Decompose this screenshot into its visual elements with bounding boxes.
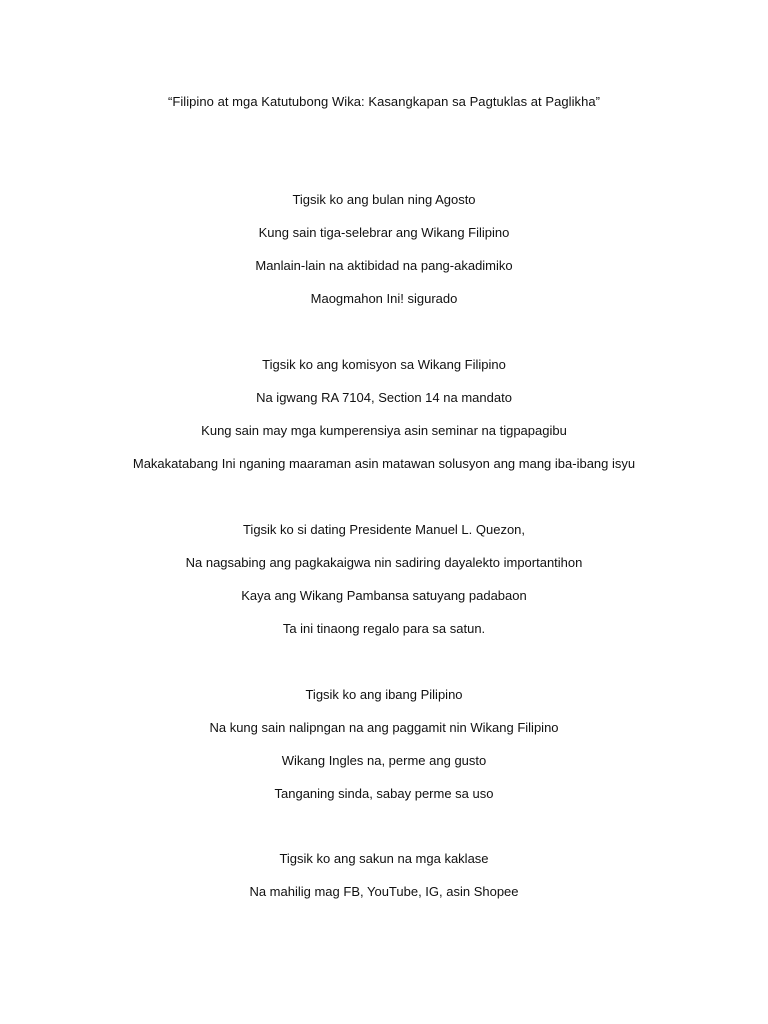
poem-line: Tigsik ko ang ibang Pilipino — [305, 687, 463, 702]
poem-line: Makakatabang Ini nganing maaraman asin matawan solusyon ang mang iba-ibang isyu — [132, 456, 636, 471]
poem-line: Na mahilig mag FB, YouTube, IG, asin Shopee — [249, 884, 519, 899]
poem-line: Kung sain may mga kumperensiya asin seminar na tigpapagibu — [201, 423, 567, 438]
poem-line: Na nagsabing ang pagkakaigwa nin sadiring dayalekto importantihon — [185, 555, 583, 570]
poem-line: Maogmahon Ini! sigurado — [310, 291, 458, 306]
poem-line: Kaya ang Wikang Pambansa satuyang padabaon — [241, 588, 527, 603]
poem-line: Na igwang RA 7104, Section 14 na mandato — [256, 390, 512, 405]
poem-line: Wikang Ingles na, perme ang gusto — [281, 753, 487, 768]
poem-line: Tigsik ko ang komisyon sa Wikang Filipino — [262, 357, 506, 372]
poem-line: Tigsik ko ang bulan ning Agosto — [292, 192, 476, 207]
poem-title: “Filipino at mga Katutubong Wika: Kasangkapan sa Pagtuklas at Paglikha” — [167, 94, 601, 109]
poem-line: Ta ini tinaong regalo para sa satun. — [282, 621, 486, 636]
poem-line: Kung sain tiga-selebrar ang Wikang Filipino — [258, 225, 510, 240]
poem-line: Manlain-lain na aktibidad na pang-akadimiko — [255, 258, 513, 273]
poem-line: Na kung sain nalipngan na ang paggamit nin Wikang Filipino — [209, 720, 559, 735]
poem-line: Tigsik ko ang sakun na mga kaklase — [279, 851, 489, 866]
poem-line: Tigsik ko si dating Presidente Manuel L. Quezon, — [242, 522, 526, 537]
poem-line: Tanganing sinda, sabay perme sa uso — [274, 786, 494, 801]
